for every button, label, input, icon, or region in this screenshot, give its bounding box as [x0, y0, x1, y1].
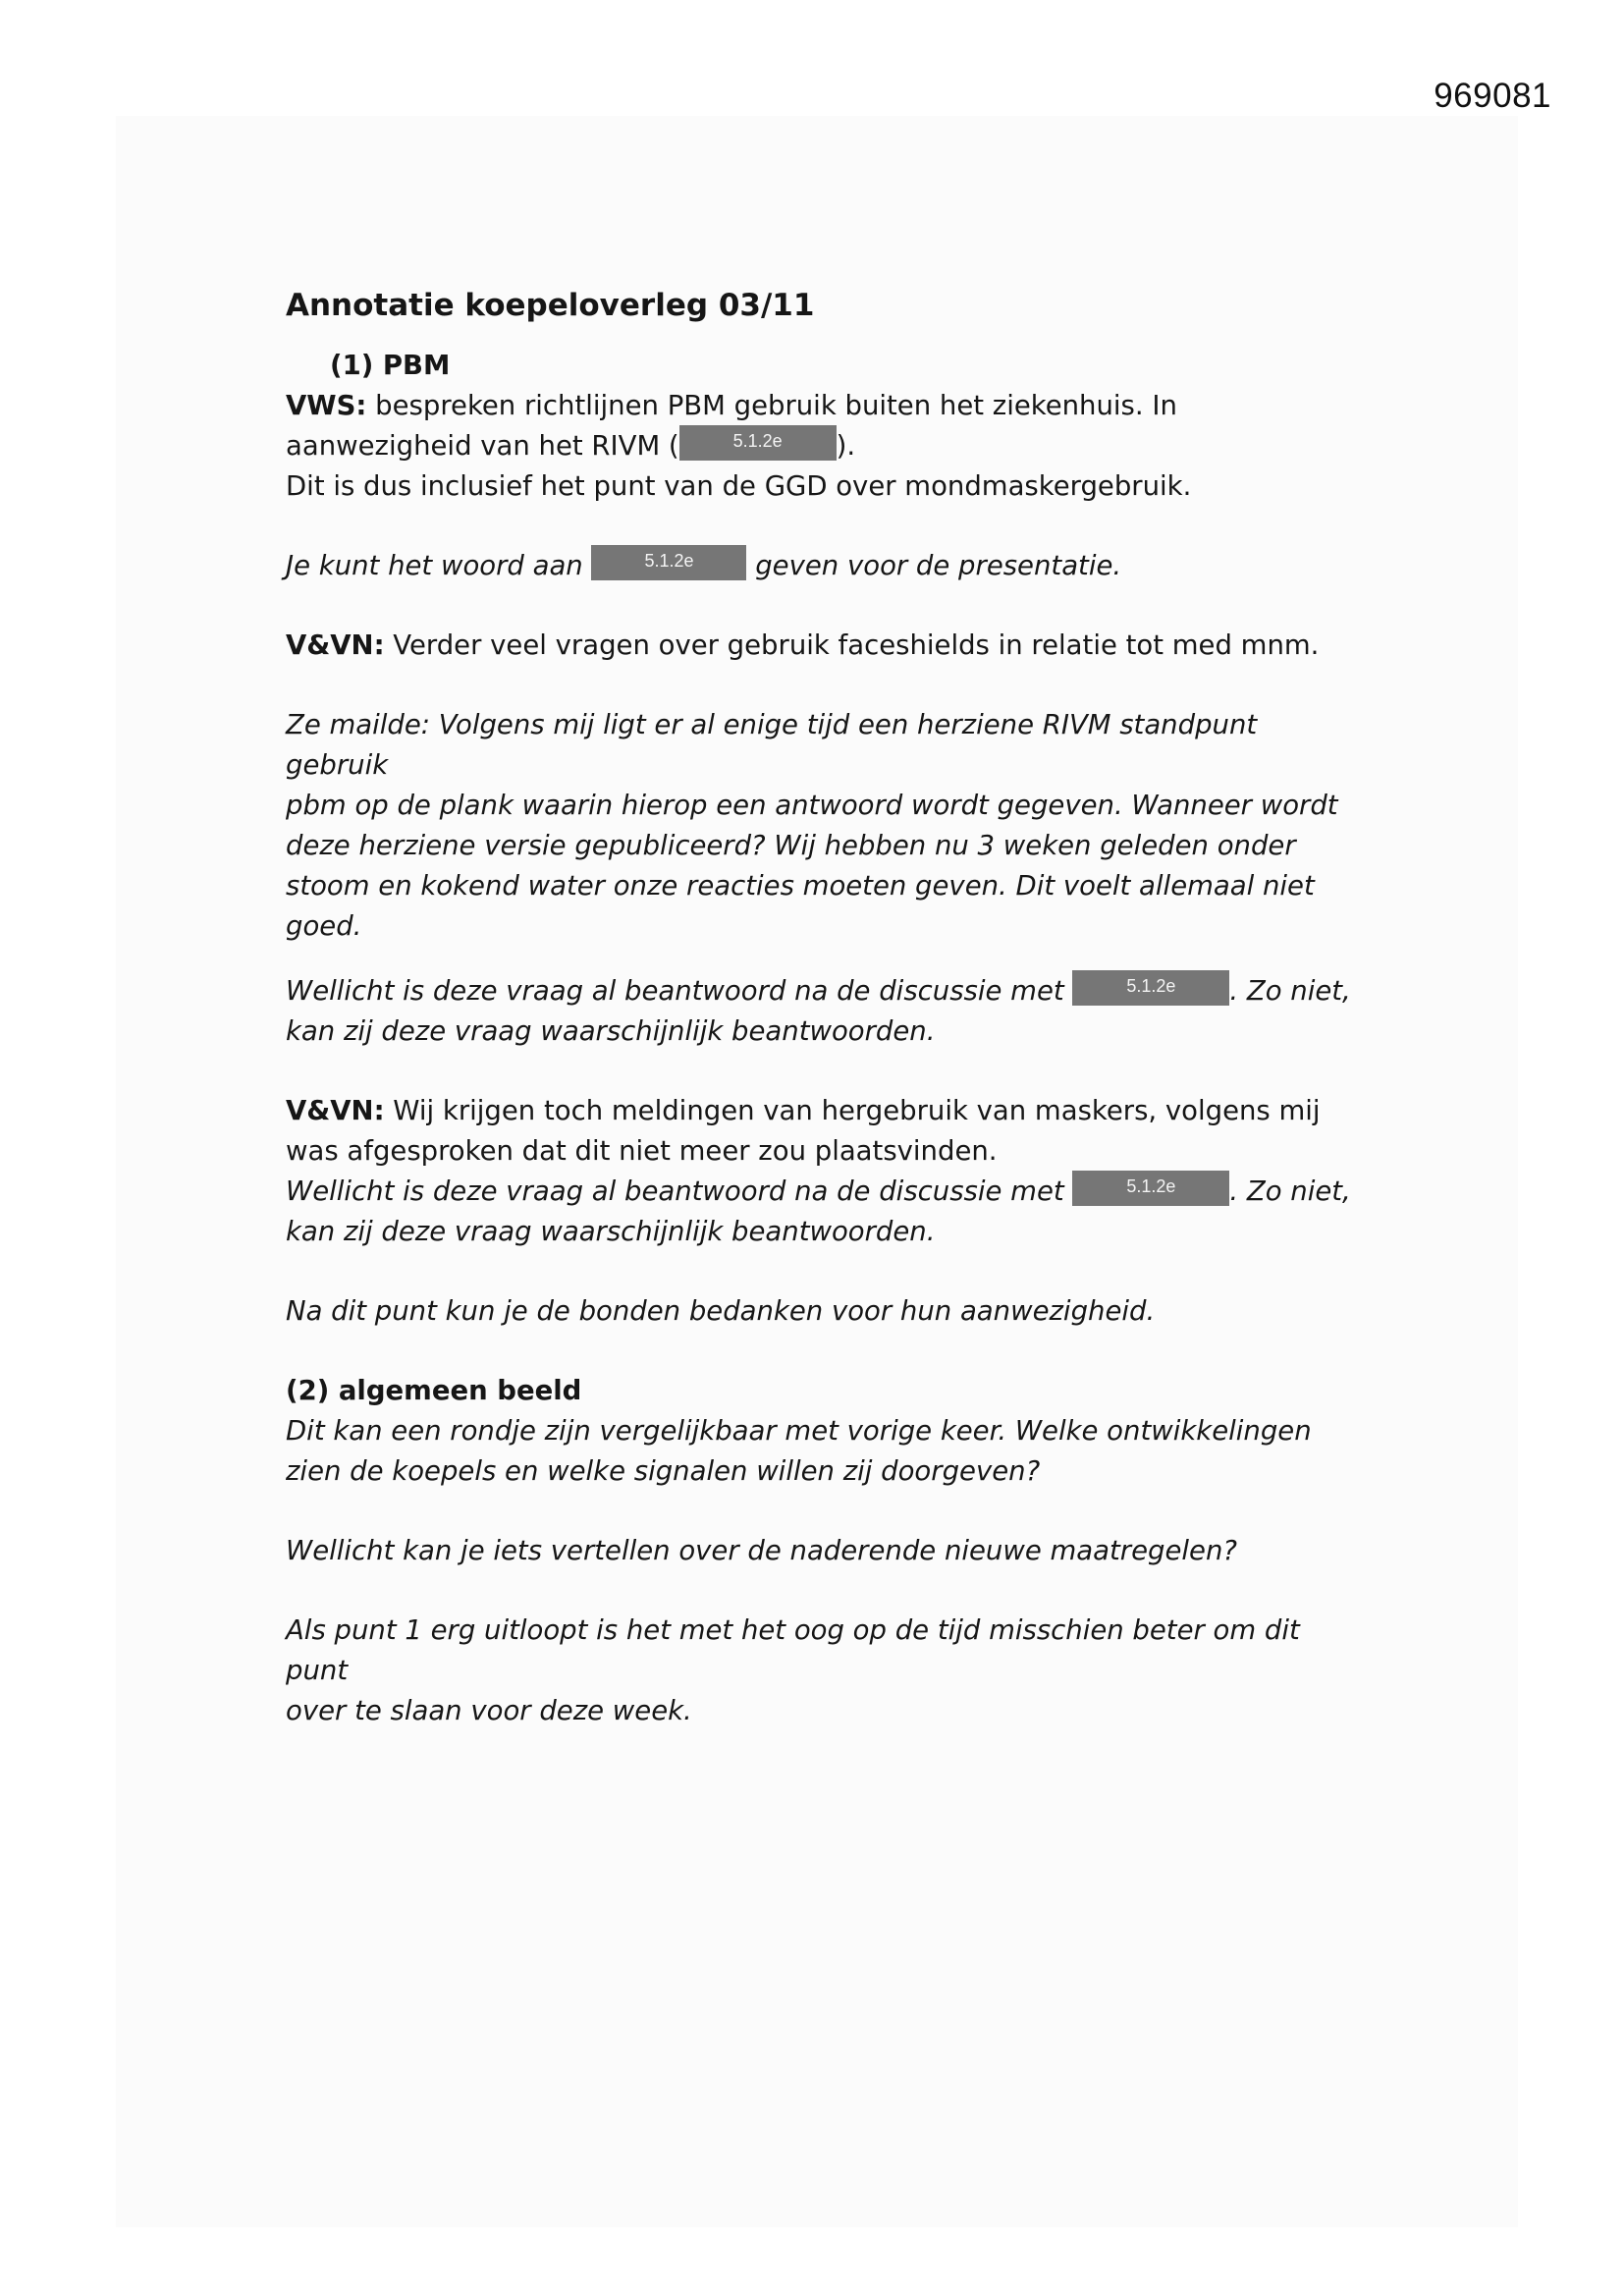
speaker-vws: VWS: — [286, 390, 367, 421]
document-title: Annotatie koepeloverleg 03/11 — [286, 288, 815, 323]
wellicht-post: . Zo niet, — [1229, 1175, 1351, 1207]
mail-line: Ze mailde: Volgens mij ligt er al enige tijd een herziene RIVM standpunt gebruik — [286, 709, 1258, 781]
woord-post: geven voor de presentatie. — [746, 550, 1122, 581]
wellicht-pre: Wellicht is deze vraag al beantwoord na de discussie met — [286, 975, 1073, 1007]
vws-rivm-text: aanwezigheid van het RIVM ( — [286, 430, 679, 462]
vws-paragraph-line2 — [286, 426, 1366, 466]
vws-paragraph-line3: Dit is dus inclusief het punt van de GGD over mondmaskergebruik. — [286, 470, 1192, 502]
wellicht-line-2: kan zij deze vraag waarschijnlijk beantwoorden. — [286, 1216, 936, 1247]
vvn-faceshields-text: Verder veel vragen over gebruik faceshields in relatie tot med mnm. — [384, 629, 1320, 661]
woord-pre: Je kunt het woord aan — [286, 550, 592, 581]
wellicht-line — [286, 1172, 1366, 1212]
redaction-box: 5.1.2e — [591, 545, 746, 580]
wellicht-line-2: kan zij deze vraag waarschijnlijk beantwoorden. — [286, 1015, 936, 1047]
section-2-heading: (2) algemeen beeld — [286, 1375, 582, 1406]
maatregelen-line: Wellicht kan je iets vertellen over de naderende nieuwe maatregelen? — [286, 1535, 1237, 1566]
bedanken-line: Na dit punt kun je de bonden bedanken voor hun aanwezigheid. — [286, 1295, 1156, 1327]
redaction-box: 5.1.2e — [1072, 970, 1229, 1006]
uitloop-line: Als punt 1 erg uitloopt is het met het oog op de tijd misschien beter om dit punt — [286, 1614, 1300, 1686]
redaction-box: 5.1.2e — [679, 425, 837, 461]
vws-paragraph-line1 — [286, 386, 1366, 426]
section-2-line: zien de koepels en welke signalen willen zij doorgeven? — [286, 1455, 1041, 1487]
section-2-line: Dit kan een rondje zijn vergelijkbaar met vorige keer. Welke ontwikkelingen — [286, 1415, 1312, 1447]
wellicht-post: . Zo niet, — [1229, 975, 1351, 1007]
redaction-box: 5.1.2e — [1072, 1171, 1229, 1206]
mail-line: goed. — [286, 910, 362, 942]
document-body — [286, 285, 1366, 1731]
wellicht-line — [286, 971, 1366, 1011]
speaker-vvn: V&VN: — [286, 629, 385, 661]
vvn-maskers-line — [286, 1091, 1366, 1131]
vws-text: bespreken richtlijnen PBM gebruik buiten het ziekenhuis. In — [366, 390, 1177, 421]
uitloop-line: over te slaan voor deze week. — [286, 1695, 692, 1726]
vws-close-paren: ). — [836, 430, 856, 462]
woord-line — [286, 546, 1366, 586]
document-number: 969081 — [1434, 77, 1551, 115]
vvn-faceshields-line — [286, 626, 1366, 666]
vvn-maskers-line-2: was afgesproken dat dit niet meer zou plaatsvinden. — [286, 1135, 998, 1167]
wellicht-pre: Wellicht is deze vraag al beantwoord na de discussie met — [286, 1175, 1073, 1207]
mail-line: stoom en kokend water onze reacties moeten geven. Dit voelt allemaal niet — [286, 870, 1315, 902]
mail-line: pbm op de plank waarin hierop een antwoord wordt gegeven. Wanneer wordt — [286, 790, 1338, 821]
mail-line: deze herziene versie gepubliceerd? Wij hebben nu 3 weken geleden onder — [286, 830, 1296, 861]
speaker-vvn: V&VN: — [286, 1095, 385, 1126]
vvn-maskers-text: Wij krijgen toch meldingen van hergebruik van maskers, volgens mij — [384, 1095, 1321, 1126]
section-1-heading: (1) PBM — [330, 350, 451, 381]
